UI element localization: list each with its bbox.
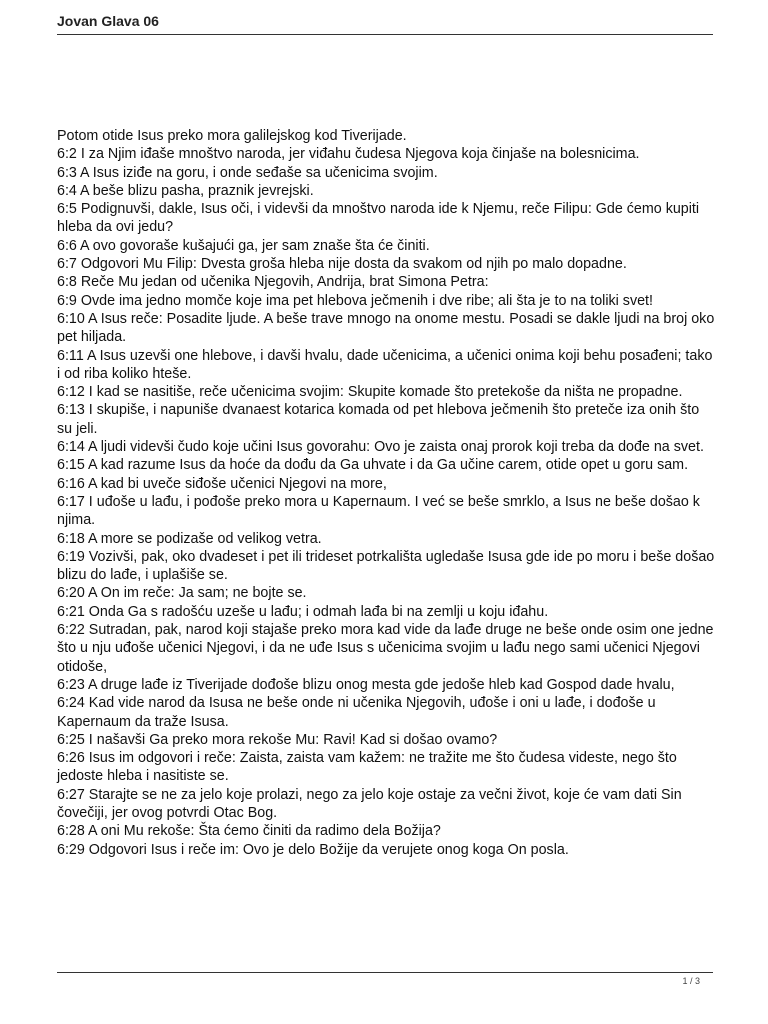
paragraph: 6:19 Vozivši, pak, oko dvadeset i pet ili trideset potrkališta ugledaše Isusa gde ide po moru i beše došao blizu do lađe, i uplašiše se.	[57, 548, 715, 584]
paragraph: 6:22 Sutradan, pak, narod koji stajaše preko mora kad vide da lađe druge ne beše onde osim one jedne što u nju uđoše učenici Njegovi, i da ne uđe Isus s učenicima svojim u lađu nego sami učenici Njegovi otidoše,	[57, 622, 714, 675]
document-body	[57, 127, 717, 859]
paragraph: 6:26 Isus im odgovori i reče: Zaista, zaista vam kažem: ne tražite me što čudesa videste, nego što jedoste hleba i nasitiste se.	[57, 750, 677, 785]
paragraph: 6:16 A kad bi uveče siđoše učenici Njegovi na more,	[57, 475, 387, 492]
paragraph: 6:10 A Isus reče: Posadite ljude. A beše trave mnogo na onome mestu. Posadi se dakle ljudi na broj oko pet hiljada.	[57, 310, 715, 346]
paragraph: 6:23 A druge lađe iz Tiverijade dođoše blizu onog mesta gde jedoše hleb kad Gospod dade hvalu,	[57, 676, 675, 693]
paragraph: 6:6 A ovo govoraše kušajući ga, jer sam znaše šta će činiti.	[57, 237, 430, 254]
paragraph: 6:28 A oni Mu rekoše: Šta ćemo činiti da radimo dela Božija?	[57, 823, 441, 840]
footer-divider	[57, 972, 713, 973]
paragraph: 6:12 I kad se nasitiše, reče učenicima svojim: Skupite komade što pretekoše da ništa ne propadne.	[57, 384, 683, 401]
paragraph: 6:2 I za Njim iđaše mnoštvo naroda, jer viđahu čudesa Njegova koja činjaše na bolesnicima.	[57, 146, 640, 163]
paragraph: 6:27 Starajte se ne za jelo koje prolazi, nego za jelo koje ostaje za večni život, koje će vam dati Sin čovečiji, jer ovog potvrdi Otac Bog.	[57, 786, 682, 821]
paragraph: 6:8 Reče Mu jedan od učenika Njegovih, Andrija, brat Simona Petra:	[57, 274, 489, 291]
paragraph: Potom otide Isus preko mora galilejskog kod Tiverijade.	[57, 128, 407, 144]
paragraph: 6:18 A more se podizaše od velikog vetra.	[57, 530, 322, 547]
paragraph: 6:21 Onda Ga s radošću uzeše u lađu; i odmah lađa bi na zemlji u koju iđahu.	[57, 603, 549, 620]
paragraph: 6:29 Odgovori Isus i reče im: Ovo je delo Božije da verujete onog koga On posla.	[57, 841, 569, 858]
header-divider	[57, 34, 713, 35]
page-title: Jovan Glava 06	[57, 13, 159, 29]
paragraph: 6:9 Ovde ima jedno momče koje ima pet hlebova ječmenih i dve ribe; ali šta je to na toliki svet!	[57, 292, 654, 309]
paragraph: 6:25 I našavši Ga preko mora rekoše Mu: Ravi! Kad si došao ovamo?	[57, 731, 498, 748]
paragraph: 6:3 A Isus iziđe na goru, i onde seđaše sa učenicima svojim.	[57, 164, 438, 181]
paragraph: 6:15 A kad razume Isus da hoće da dođu da Ga uhvate i da Ga učine carem, otide opet u goru sam.	[57, 457, 689, 474]
paragraph: 6:17 I uđoše u lađu, i pođoše preko mora u Kapernaum. I već se beše smrklo, a Isus ne beše došao k njima.	[57, 493, 700, 529]
paragraph: 6:4 A beše blizu pasha, praznik jevrejski.	[57, 182, 314, 199]
paragraph: 6:14 A ljudi videvši čudo koje učini Isus govorahu: Ovo je zaista onaj prorok koji treba da dođe na svet.	[57, 439, 704, 456]
paragraph: 6:24 Kad vide narod da Isusa ne beše onde ni učenika Njegovih, uđoše i oni u lađe, i dođoše u Kapernaum da traže Isusa.	[57, 695, 656, 730]
paragraph: 6:7 Odgovori Mu Filip: Dvesta groša hleba nije dosta da svakom od njih po malo dopadne.	[57, 256, 627, 273]
paragraph: 6:13 I skupiše, i napuniše dvanaest kotarica komada od pet hlebova ječmenih što preteče iza onih što su jeli.	[57, 402, 700, 437]
paragraph: 6:11 A Isus uzevši one hlebove, i davši hvalu, dade učenicima, a učenici onima koji behu posađeni; tako i od riba koliko hteše.	[57, 347, 713, 382]
paragraph: 6:5 Podignuvši, dakle, Isus oči, i videvši da mnoštvo naroda ide k Njemu, reče Filipu: Gde ćemo kupiti hleba da ovi jedu?	[57, 201, 700, 236]
page-number: 1 / 3	[682, 976, 700, 986]
paragraph: 6:20 A On im reče: Ja sam; ne bojte se.	[57, 585, 307, 602]
